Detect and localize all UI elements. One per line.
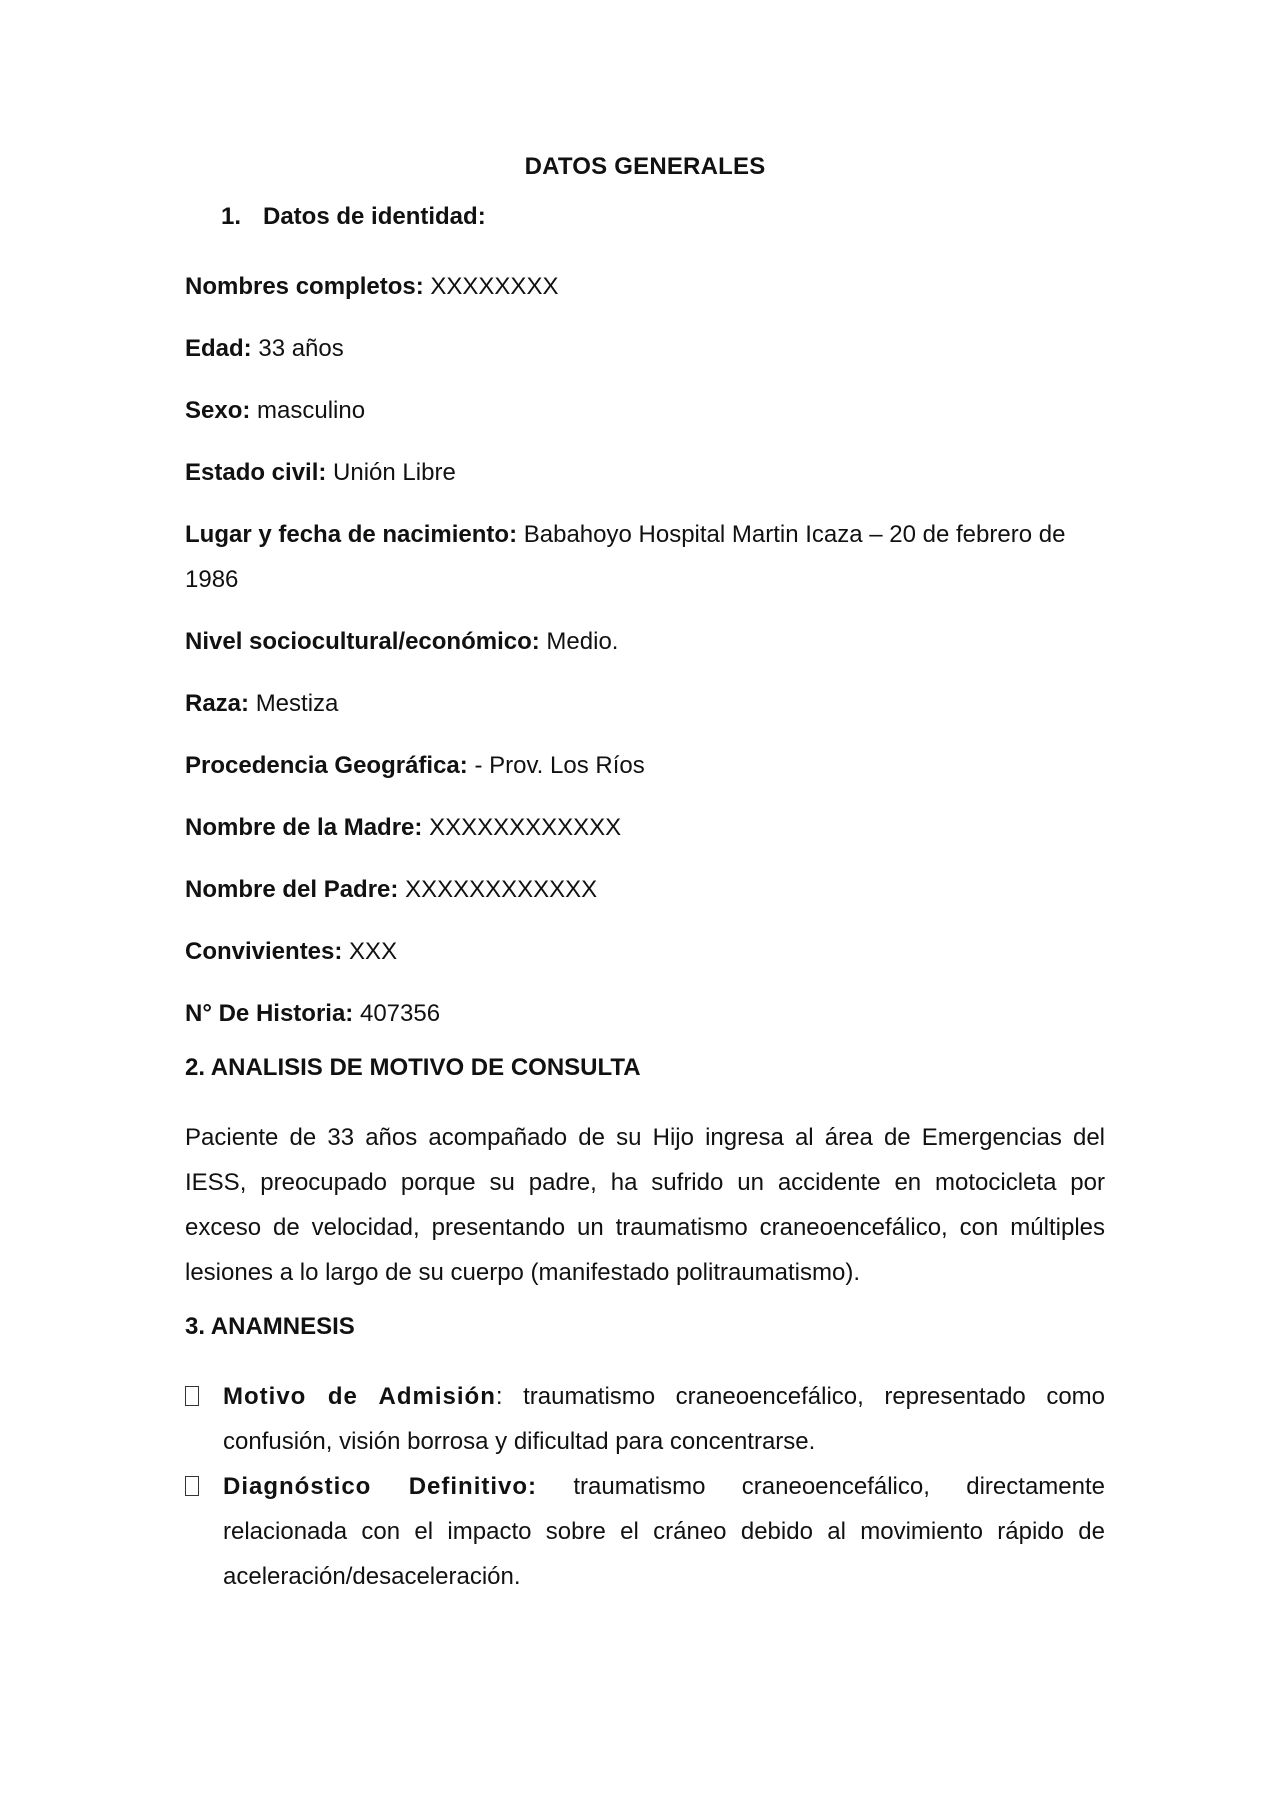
field-value: XXX bbox=[349, 938, 398, 965]
field-label: Lugar y fecha de nacimiento: bbox=[185, 521, 524, 548]
field-edad bbox=[185, 326, 1105, 371]
document-title: DATOS GENERALES bbox=[524, 153, 766, 180]
field-value: Babahoyo Hospital Martin Icaza – 20 de febrero de 1986 bbox=[185, 521, 1066, 593]
field-label: N° De Historia: bbox=[185, 1000, 360, 1027]
section-title: Datos de identidad: bbox=[263, 203, 486, 230]
item-label: Diagnóstico Definitivo: bbox=[223, 1473, 538, 1500]
field-nombres bbox=[185, 264, 1105, 309]
field-lugar-fecha-nacimiento bbox=[185, 512, 1105, 602]
field-label: Sexo: bbox=[185, 397, 258, 424]
field-value: 33 años bbox=[258, 335, 344, 362]
field-value: Mestiza bbox=[255, 690, 339, 717]
section-identity-heading bbox=[221, 202, 1105, 232]
item-text: : traumatismo craneoencefálico, representado como confusión, visión borrosa y dificultad para concentrarse. bbox=[223, 1383, 1106, 1455]
field-convivientes bbox=[185, 929, 1105, 974]
field-label: Nivel sociocultural/económico: bbox=[185, 628, 547, 655]
document-page bbox=[185, 152, 1105, 1599]
field-nombre-padre bbox=[185, 867, 1105, 912]
field-label: Nombre de la Madre: bbox=[185, 814, 430, 841]
motivo-consulta-paragraph: Paciente de 33 años acompañado de su Hijo ingresa al área de Emergencias del IESS, preocupado porque su padre, ha sufrido un accidente en motocicleta por exceso de velocidad, presentando un traumatismo craneoencefálico, con múltiples lesiones a lo largo de su cuerpo (manifestado politraumatismo). bbox=[185, 1124, 1105, 1286]
field-value: 407356 bbox=[359, 1000, 441, 1027]
field-sexo bbox=[185, 388, 1105, 433]
field-raza bbox=[185, 681, 1105, 726]
field-value: XXXXXXXXXXXX bbox=[429, 814, 622, 841]
field-procedencia bbox=[185, 743, 1105, 788]
field-label: Nombres completos: bbox=[185, 273, 431, 300]
field-value: - Prov. Los Ríos bbox=[474, 752, 645, 779]
field-value: masculino bbox=[257, 397, 366, 424]
bullet-box-icon bbox=[185, 1386, 199, 1406]
list-item bbox=[185, 1374, 1105, 1464]
anamnesis-list bbox=[185, 1374, 1105, 1599]
field-numero-historia bbox=[185, 991, 1105, 1036]
field-label: Procedencia Geográfica: bbox=[185, 752, 475, 779]
field-label: Convivientes: bbox=[185, 938, 350, 965]
field-nombre-madre bbox=[185, 805, 1105, 850]
section-number: 1. bbox=[221, 203, 242, 230]
list-item bbox=[185, 1464, 1105, 1599]
field-value: Unión Libre bbox=[333, 459, 456, 486]
item-text: traumatismo craneoencefálico, directamente relacionada con el impacto sobre el cráneo debido al movimiento rápido de aceleración/desaceleración. bbox=[223, 1473, 1105, 1590]
section-motivo-consulta-heading: 2. ANALISIS DE MOTIVO DE CONSULTA bbox=[185, 1054, 641, 1081]
field-value: XXXXXXXX bbox=[430, 273, 559, 300]
section-anamnesis-heading: 3. ANAMNESIS bbox=[185, 1313, 355, 1340]
field-label: Nombre del Padre: bbox=[185, 876, 406, 903]
field-value: Medio. bbox=[546, 628, 619, 655]
field-nivel-sociocultural bbox=[185, 619, 1105, 664]
field-value: XXXXXXXXXXXX bbox=[405, 876, 598, 903]
field-label: Estado civil: bbox=[185, 459, 334, 486]
field-label: Raza: bbox=[185, 690, 256, 717]
field-estado-civil bbox=[185, 450, 1105, 495]
bullet-box-icon bbox=[185, 1476, 199, 1496]
item-label: Motivo de Admisión bbox=[223, 1383, 496, 1410]
field-label: Edad: bbox=[185, 335, 259, 362]
